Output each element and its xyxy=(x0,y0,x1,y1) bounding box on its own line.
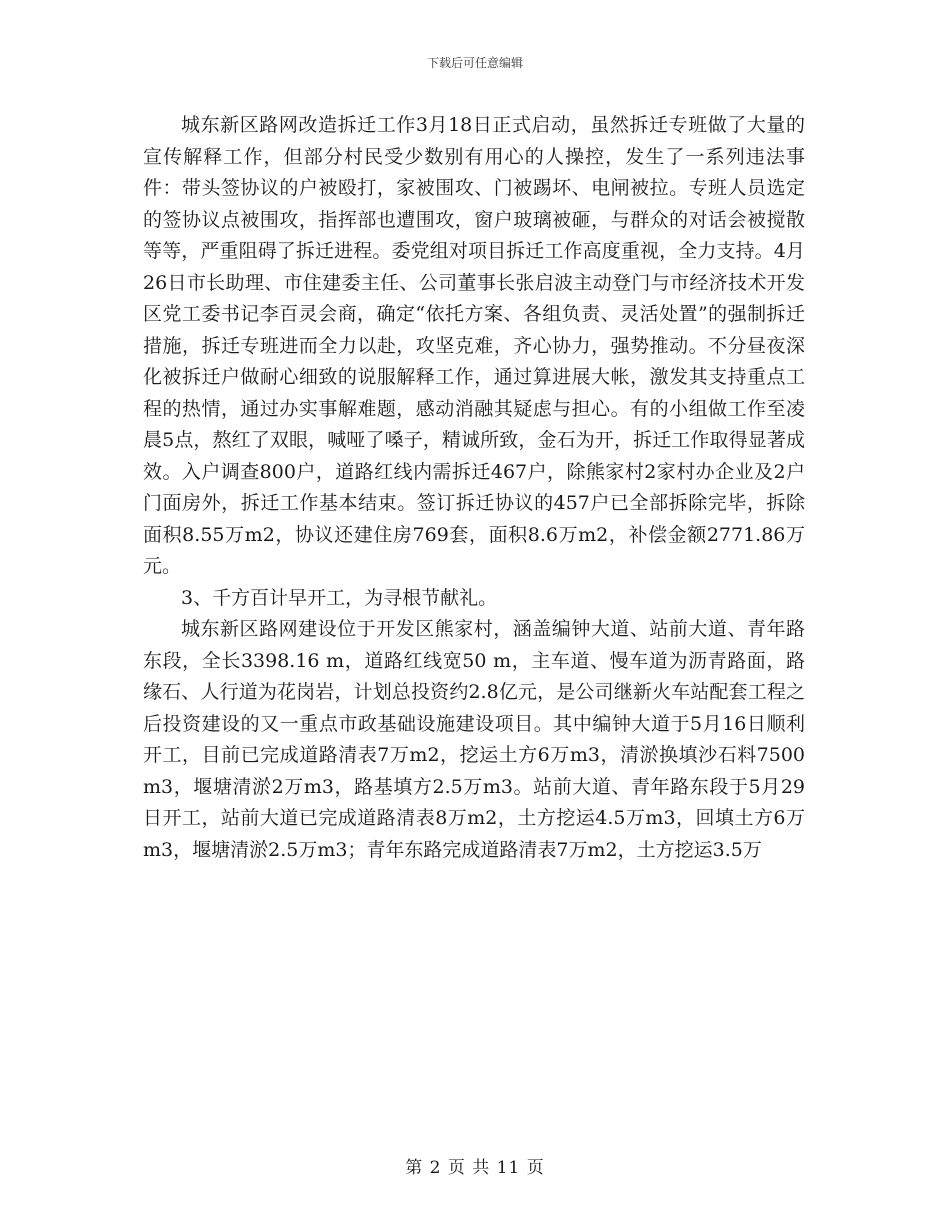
paragraph-demolition-progress: 城东新区路网改造拆迁工作3月18日正式启动，虽然拆迁专班做了大量的宣传解释工作，但部分村民受少数别有用心的人操控，发生了一系列违法事件：带头签协议的户被殴打，家被围攻、门被踢坏、电闸被拉。专班人员选定的签协议点被围攻，指挥部也遭围攻，窗户玻璃被砸，与群众的对话会被搅散等等，严重阻碍了拆迁进程。委党组对项目拆迁工作高度重视，全力支持。4月26日市长助理、市住建委主任、公司董事长张启波主动登门与市经济技术开发区党工委书记李百灵会商，确定“依托方案、各组负责、灵活处置”的强制拆迁措施，拆迁专班进而全力以赴，攻坚克难，齐心协力，强势推动。不分昼夜深化被拆迁户做耐心细致的说服解释工作，通过算进展大帐，激发其支持重点工程的热情，通过办实事解难题，感动消融其疑虑与担心。有的小组做工作至凌晨5点，熬红了双眼，喊哑了嗓子，精诚所致，金石为开，拆迁工作取得显著成效。入户调查800户，道路红线内需拆迁467户，除熊家村2家村办企业及2户门面房外，拆迁工作基本结束。签订拆迁协议的457户已全部拆除完毕，拆除面积8.55万m2，协议还建住房769套，面积8.6万m2，补偿金额2771.86万元。 xyxy=(143,114,805,577)
paragraph-road-network-construction: 城东新区路网建设位于开发区熊家村，涵盖编钟大道、站前大道、青年路东段，全长3398.16 m，道路红线宽50 m，主车道、慢车道为沥青路面，路缘石、人行道为花岗岩，计划总投资约2.8亿元，是公司继新火车站配套工程之后投资建设的又一重点市政基础设施建设项目。其中编钟大道于5月16日顺利开工，目前已完成道路清表7万m2，挖运土方6万m3，清淤换填沙石料7500 m3，堰塘清淤2万m3，路基填方2.5万m3。站前大道、青年路东段于5月29日开工，站前大道已完成道路清表8万m2，土方挖运4.5万m3，回填土方6万 m3，堰塘清淤2.5万m3；青年东路完成道路清表7万m2，土方挖运3.5万 xyxy=(143,618,805,861)
page-number: 第 2 页 共 11 页 xyxy=(405,1158,545,1178)
document-body xyxy=(143,110,805,866)
section-heading-early-start: 3、千方百计早开工，为寻根节献礼。 xyxy=(181,586,498,609)
header-note: 下载后可任意编辑 xyxy=(426,56,523,70)
